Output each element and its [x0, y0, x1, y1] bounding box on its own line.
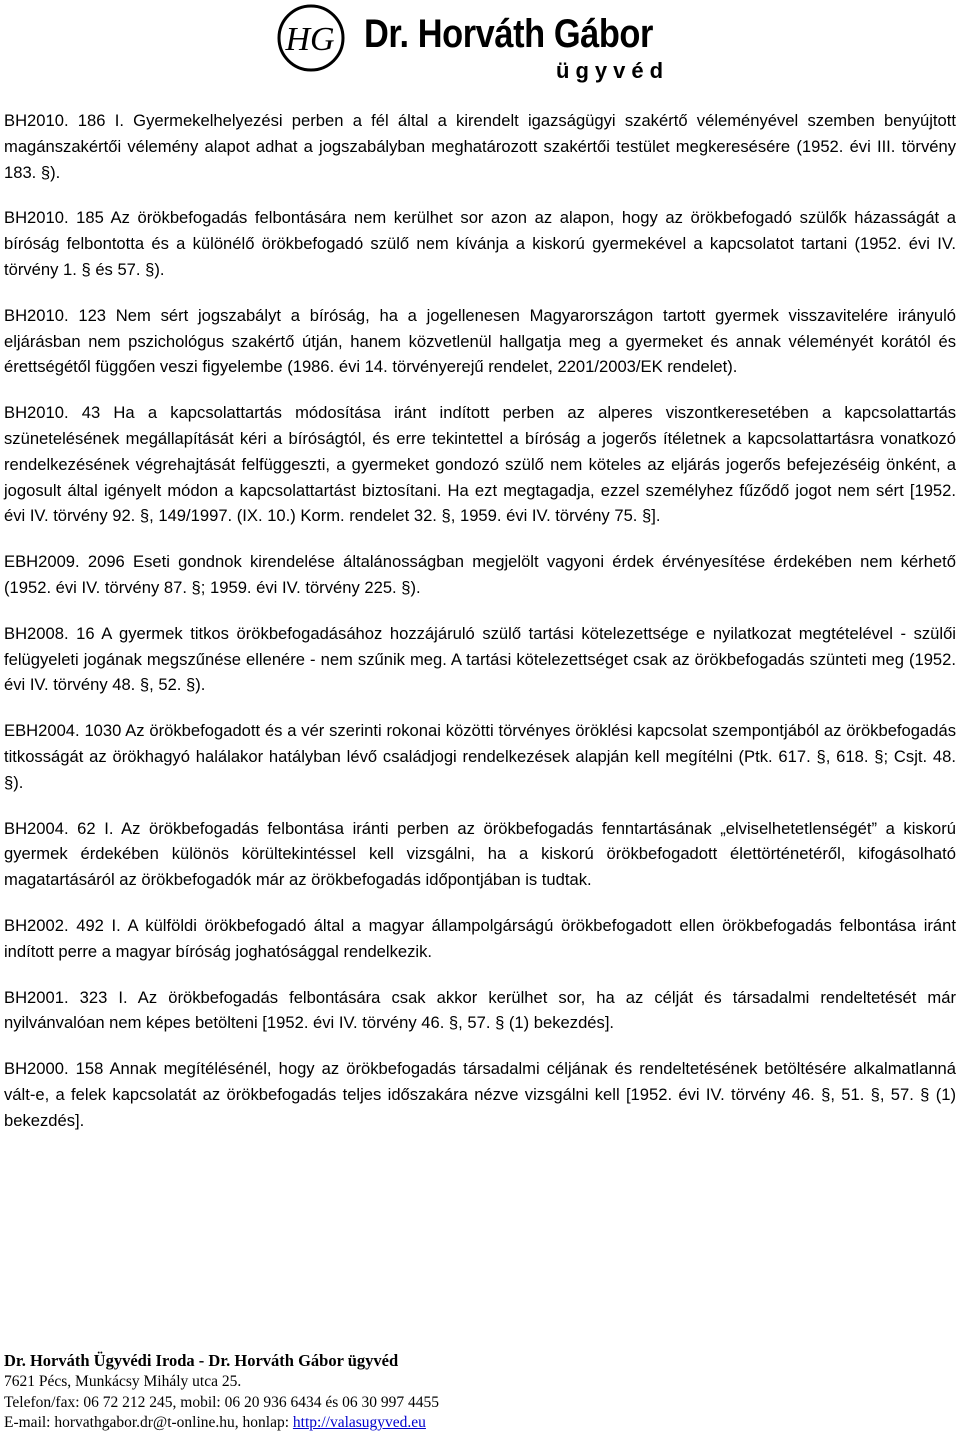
case-paragraph: BH2008. 16 A gyermek titkos örökbefogadásához hozzájáruló szülő tartási kötelezettsége e nyilatkozat megtételével - szülői felügyeleti jogának megszűnése ellenére - nem szűnik meg. A tartási kötelezettséget csak az örökbefogadás szünteti meg (1952. évi IV. törvény 48. §, 52. §).	[4, 623, 956, 695]
footer-address: 7621 Pécs, Munkácsy Mihály utca 25.	[4, 1373, 242, 1390]
logo-initials: HG	[285, 21, 335, 58]
case-paragraph: EBH2004. 1030 Az örökbefogadott és a vér szerinti rokonai közötti törvényes öröklési kapcsolat szempontjából az örökbefogadás titkosságát az örökhagyó halálakor hatályban lévő családjogi rendelkezések alapján kell megítélni (Ptk. 617. §, 618. §; Csjt. 48. §).	[4, 721, 956, 792]
case-paragraph: BH2010. 123 Nem sért jogszabályt a bíróság, ha a jogellenesen Magyarországon tartott gyermek visszavitelére irányuló eljárásban nem pszichológus szakértő útján, hanem közvetlenül hallgatja meg a gyermeket és annak véleményét korától és érettségétől függően veszi figyelembe (1986. évi 14. törvényerejű rendelet, 2201/2003/EK rendelet).	[4, 305, 956, 377]
letterhead	[0, 0, 960, 90]
footer-email: E-mail: horvathgabor.dr@t-online.hu, honlap:	[4, 1414, 293, 1431]
website-link[interactable]: http://valasugyved.eu	[292, 1414, 426, 1431]
hg-monogram-logo	[276, 0, 346, 76]
case-paragraph: BH2010. 43 Ha a kapcsolattartás módosítása iránt indított perben az alperes viszontkeresetében a kapcsolattartás szünetelésének megállapítását kéri a bíróságtól, és erre tekintettel a bíróság a jogerős ítéletnek a kapcsolattartásra vonatkozó rendelkezésének végrehajtását felfüggeszti, a gyermeket gondozó szülő nem köteles az eljárás jogerős befejezéséig önként, a jogosult által igényelt módon a kapcsolattartást biztosítani. Ha ezt megtagadja, ezzel személyhez fűződő jogot nem sért [1952. évi IV. törvény 92. §, 149/1997. (IX. 10.) Korm. rendelet 32. §, 1959. évi IV. törvény 75. §].	[4, 403, 956, 526]
case-paragraph: BH2010. 185 Az örökbefogadás felbontására nem kerülhet sor azon az alapon, hogy az örökbefogadó szülők házasságát a bíróság felbontotta és a különélő örökbefogadó szülő nem kívánja a kiskorú gyermekével a kapcsolatot tartani (1952. évi IV. törvény 1. § és 57. §).	[4, 208, 956, 279]
case-paragraph: BH2004. 62 I. Az örökbefogadás felbontása iránti perben az örökbefogadás fenntartásának „elviselhetetlenségét” a kiskorú gyermek érdekében különös körültekintéssel kell vizsgálni, ha a kiskorú örökbefogadott élettörténetéről, kifogásolható magatartásáról az örökbefogadók már az örökbefogadás időpontjában is tudtak.	[4, 818, 956, 890]
case-paragraph: BH2010. 186 I. Gyermekelhelyezési perben a fél által a kirendelt igazságügyi szakértő véleményével szemben benyújtott magánszakértői vélemény alapot adhat a jogszabályban meghatározott szakértői testület megkeresésére (1952. évi III. törvény 183. §).	[4, 111, 956, 182]
case-list	[4, 108, 956, 1134]
case-paragraph: BH2000. 158 Annak megítélésénél, hogy az örökbefogadás társadalmi céljának és rendeltetésének betöltésére alkalmatlanná vált-e, a felek kapcsolatát az örökbefogadás teljes időszakára nézve vizsgálni kell [1952. évi IV. törvény 46. §, 51. §, 57. § (1) bekezdés].	[4, 1059, 956, 1130]
case-paragraph: EBH2009. 2096 Eseti gondnok kirendelése általánosságban megjelölt vagyoni érdek érvényesítése érdekében nem kérhető (1952. évi IV. törvény 87. §; 1959. évi IV. törvény 225. §).	[4, 552, 956, 597]
case-paragraph: BH2001. 323 I. Az örökbefogadás felbontására csak akkor kerülhet sor, ha az célját és társadalmi rendeltetését már nyilvánvalóan nem képes betölteni [1952. évi IV. törvény 46. §, 57. § (1) bekezdés].	[4, 987, 956, 1033]
footer	[4, 1350, 956, 1434]
footer-contact	[4, 1413, 956, 1434]
logo-subtitle: ügyvéd	[556, 58, 670, 83]
case-paragraph: BH2002. 492 I. A külföldi örökbefogadó által a magyar állampolgárságú örökbefogadott ellen örökbefogadás felbontása iránt indított perre a magyar bíróság joghatósággal rendelkezik.	[4, 915, 956, 961]
footer-office-name: Dr. Horváth Ügyvédi Iroda - Dr. Horváth Gábor ügyvéd	[4, 1351, 399, 1370]
logo-name: Dr. Horváth Gábor	[364, 12, 653, 56]
footer-phones: Telefon/fax: 06 72 212 245, mobil: 06 20 936 6434 és 06 30 997 4455	[4, 1393, 440, 1411]
